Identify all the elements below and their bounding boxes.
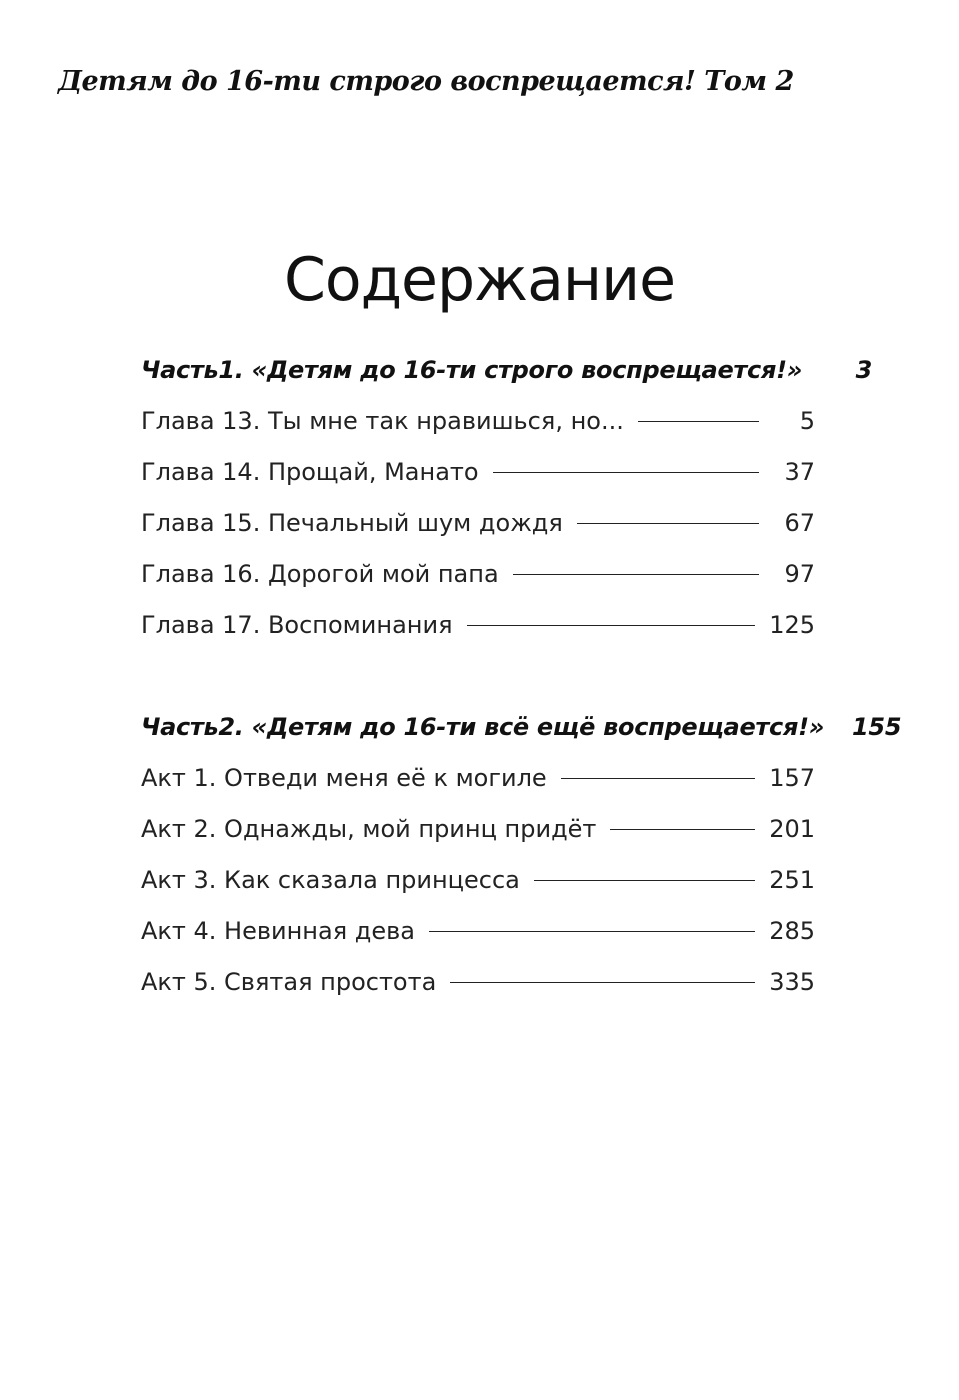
toc-part-title: Часть2. «Детям до 16-ти всё ещё воспрещается!» <box>141 712 825 741</box>
toc-entry[interactable] <box>141 854 815 905</box>
toc-part-row[interactable] <box>141 344 873 395</box>
toc-part-title: Часть1. «Детям до 16-ти строго воспрещается!» <box>141 355 803 384</box>
toc-entry[interactable] <box>141 956 815 1007</box>
toc-entry-title: Глава 13. Ты мне так нравишься, но... <box>141 406 624 435</box>
toc-page-number: 3 <box>855 355 873 384</box>
toc-entry[interactable] <box>141 803 815 854</box>
toc-entry[interactable] <box>141 599 815 650</box>
toc-page-number: 155 <box>852 712 902 741</box>
toc-entry-title: Акт 4. Невинная дева <box>141 916 415 945</box>
toc-entry-title: Глава 16. Дорогой мой папа <box>141 559 499 588</box>
toc-entry[interactable] <box>141 395 815 446</box>
toc-leader-line <box>534 880 755 881</box>
toc-page-number: 5 <box>799 406 815 435</box>
toc-entry-title: Глава 17. Воспоминания <box>141 610 453 639</box>
toc-part-row[interactable] <box>141 701 902 752</box>
toc-leader-line <box>450 982 755 983</box>
toc-leader-line <box>577 523 759 524</box>
toc-leader-line <box>561 778 756 779</box>
toc-page-number: 157 <box>769 763 815 792</box>
series-title: Детям до 16-ти строго воспрещается! Том 2 <box>58 66 794 97</box>
toc-entry-title: Акт 2. Однажды, мой принц придёт <box>141 814 597 843</box>
toc-leader-line <box>493 472 759 473</box>
toc-page-number: 201 <box>769 814 815 843</box>
toc-entry-title: Глава 14. Прощай, Манато <box>141 457 479 486</box>
toc-leader-line <box>429 931 755 932</box>
toc-leader-line <box>513 574 759 575</box>
toc-part-2 <box>141 701 902 1007</box>
toc-entry-title: Акт 1. Отведи меня её к могиле <box>141 763 547 792</box>
toc-leader-line <box>467 625 756 626</box>
toc-entry[interactable] <box>141 752 815 803</box>
toc-entry[interactable] <box>141 548 815 599</box>
toc-page-number: 335 <box>769 967 815 996</box>
toc-leader-line <box>638 421 759 422</box>
toc-entry-title: Акт 3. Как сказала принцесса <box>141 865 520 894</box>
toc-leader-line <box>610 829 755 830</box>
toc-page-number: 125 <box>769 610 815 639</box>
toc-entry[interactable] <box>141 497 815 548</box>
table-of-contents <box>141 344 902 1007</box>
toc-page-number: 251 <box>769 865 815 894</box>
page-title: Содержание <box>283 245 676 316</box>
toc-page-number: 37 <box>784 457 815 486</box>
toc-page-number: 285 <box>769 916 815 945</box>
toc-entry[interactable] <box>141 446 815 497</box>
toc-part-1 <box>141 344 873 650</box>
toc-page-number: 97 <box>784 559 815 588</box>
toc-entry-title: Глава 15. Печальный шум дождя <box>141 508 563 537</box>
toc-entry[interactable] <box>141 905 815 956</box>
toc-entry-title: Акт 5. Святая простота <box>141 967 437 996</box>
toc-page-number: 67 <box>784 508 815 537</box>
